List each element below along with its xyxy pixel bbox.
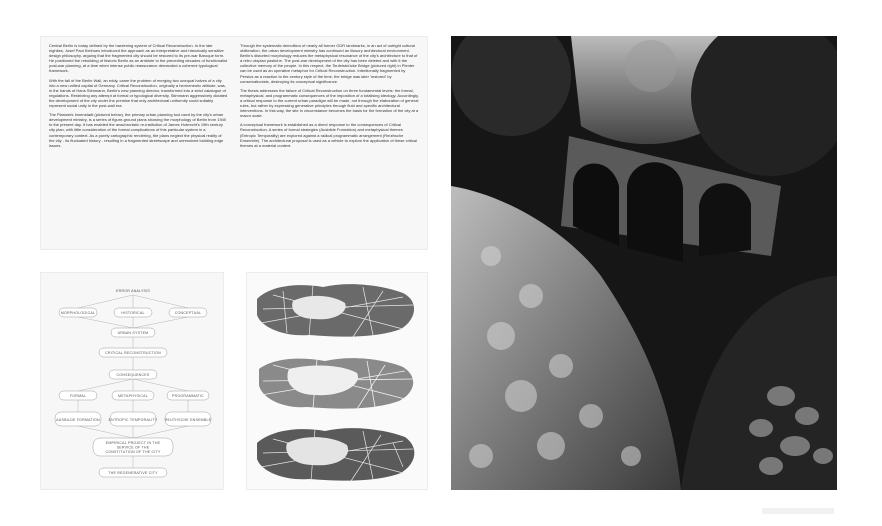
paragraph: The Planwerk Innenstadt (pictured below), the primary urban planning tool used by the city's urban development ministry, is a series of figure-ground plans showing the morphology of Berlin from 1940 to the present day. It has enabled the anachronistic re-institution of James Hobrecht's 19th century city plan, with little consideration of the formal complications of this particular system in a contemporary context. As a purely cartographic rendering, the plans neglect the physical reality of the city - its fluctuated history - resulting in a fragmented streetscape and unresolved building edge issues.: [49, 112, 227, 148]
node-label: CRITICAL RECONSTRUCTION: [105, 351, 161, 355]
text-panel: [40, 36, 428, 250]
paragraph: With the fall of the Berlin Wall, an eddy, came the problem of merging two unequal halves of a city into a new unified capital of Germany. Critical Reconstruction, originally a hermeneutic attitude, was, in the hands of Hans Stimmann, Berlin's new planning director, transformed into a strict catalogue of regulations. Restricting any attempt at formal or typological diversity, Stimmann aggressively dictated the development of the city under the premise that only architectural uniformity could suitably represent social unity in the post-wall era.: [49, 77, 228, 109]
node-label: CONSTITUTION OF THE CITY: [105, 450, 161, 454]
figure-ground-maps-panel: [246, 272, 428, 490]
paragraph: The thesis addresses the failure of Critical Reconstruction on three fundamental levels: the formal, metaphysical, and programmatic consequences of the imposition of a totalising ideology. Accordingly, a critical response to the current urban paradigm will be made, not through the elaboration of general rules, but rather by expressing generative principles through fluid and specific architectural interventions. In this way, the site in circumstance becomes the basis for the formation of the city at a macro scale.: [240, 87, 419, 119]
node-label: FORMAL: [69, 394, 87, 398]
diagram-title: ERROR ANALYSIS: [116, 289, 150, 293]
node-label: EMPIRICAL PROJECT IN THE: [105, 441, 161, 445]
paragraph: Central Berlin is today defined by the hardening system of Critical Reconstruction. In the late eighties, Josef Paul Kleihues introduced the approach as an interpretative and historically sensitive design philosophy, arguing that the fragmented city should be restored to its pre-war Baroque form. He positioned the rebuilding of historic Berlin as an antidote to the preceding decades of functionalist post-war planning, at a time when intense public reassurance demanded a coherent typological framework.: [49, 43, 228, 74]
text-column-left: [49, 43, 228, 243]
node-label: METAPHYSICAL: [118, 394, 148, 398]
figure-ground-map: [253, 423, 421, 485]
node-label: CONSEQUENCES: [116, 373, 150, 377]
bridge-photo-illustration: [451, 36, 837, 490]
node-label: MORPHOLOGICAL: [60, 311, 96, 315]
paragraph: Through the systematic demolition of nearly all former GDR landmarks, in an act of outright cultural obliteration, the urban development ministry has continued an illusory architectural environment. Berlin's distorted morphology reduces the metaphysical resonance of the city's architecture to that of a retro utopian pastiche. The post-war development of the city has been deleted and with it the collective memory of the people. In this respect, the Teufelsbrücke Bridge (pictured right) in Plenter can be used as an operative metaphor for Critical Reconstruction. Intentionally fragmented by Persius as a reaction to the century style of the time, the bridge was later 'restored' by conservationists, destroying its conceptual significance.: [240, 43, 418, 84]
figure-ground-map: [253, 279, 421, 341]
concept-diagram-panel: [40, 272, 224, 490]
text-column-right: [240, 43, 419, 243]
node-label: URBAN SYSTEM: [117, 331, 149, 335]
node-label: CONCEPTUAL: [174, 311, 202, 315]
node-label: REUTHSCHE ENSEMBLE: [164, 418, 212, 422]
node-label: SERVICE OF THE: [116, 445, 150, 450]
figure-ground-map: [253, 351, 421, 413]
node-label: AUSBILDE FORMATION: [56, 418, 100, 422]
node-label: HISTORICAL: [121, 311, 145, 315]
node-label: THE REGENERATIVE CITY: [108, 471, 158, 475]
concept-diagram: [41, 273, 225, 491]
footer-mark: [762, 508, 834, 514]
bridge-photograph: [451, 36, 837, 490]
node-label: ENTROPIC TEMPORALITY: [108, 418, 158, 422]
node-label: PROGRAMMATIC: [172, 394, 204, 398]
paragraph: A conceptual framework is established as a direct response to the consequences of Critical Reconstruction. A series of formal strategies (Ausbilde Formation) and metaphysical themes (Entropic Temporality) are explored against a radical programmatic arrangement (Reuthsche Ensemble). The architectural proposal is used as a vehicle to explore the application of these critical themes at a material context.: [240, 122, 417, 148]
